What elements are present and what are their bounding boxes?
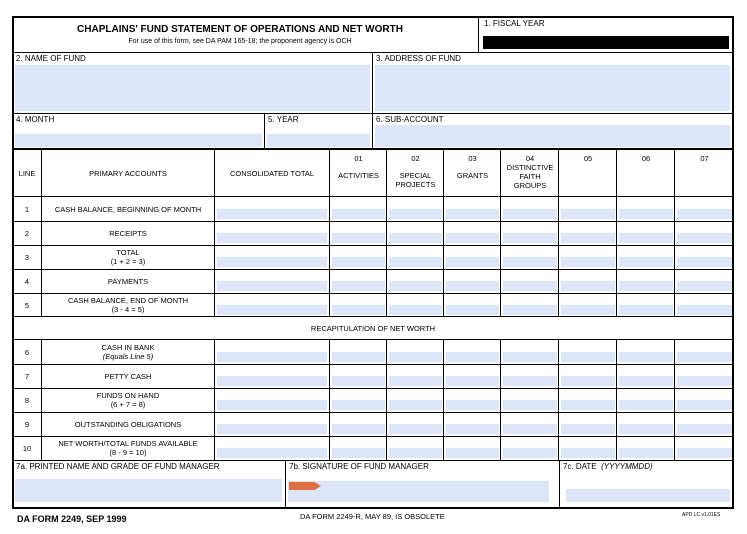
account-formula: (1 + 2 = 3) (110, 257, 146, 266)
row-line-number: 2 (24, 228, 30, 238)
col-header-01 (330, 150, 387, 196)
amount-input[interactable] (217, 281, 327, 291)
amount-input[interactable] (389, 233, 442, 243)
amount-input[interactable] (446, 209, 499, 219)
amount-input[interactable] (446, 257, 499, 267)
row-account-label (42, 340, 214, 364)
amount-input[interactable] (677, 209, 732, 219)
col-number: 02 (411, 154, 420, 163)
row-line-number: 1 (24, 204, 30, 214)
col-header-line: LINE (18, 168, 36, 178)
amount-input[interactable] (217, 305, 327, 315)
amount-input[interactable] (677, 305, 732, 315)
row-account-label (42, 293, 214, 317)
divider (12, 364, 734, 365)
account-name: PAYMENTS (107, 276, 149, 286)
amount-input[interactable] (446, 376, 499, 386)
amount-input[interactable] (217, 209, 327, 219)
row-account-label (42, 245, 214, 269)
amount-input[interactable] (332, 209, 385, 219)
divider (41, 149, 42, 316)
divider (12, 388, 734, 389)
divider (214, 339, 215, 460)
col-number: 03 (468, 154, 477, 163)
amount-input[interactable] (677, 424, 732, 434)
amount-input[interactable] (217, 400, 327, 410)
amount-input[interactable] (217, 424, 327, 434)
amount-input[interactable] (561, 281, 615, 291)
row-account-label (42, 221, 214, 245)
signature-field[interactable] (288, 481, 549, 502)
form-id: DA FORM 2249, SEP 1999 (17, 514, 127, 524)
fiscal-year-field[interactable] (483, 36, 729, 49)
col-header-06 (617, 150, 675, 196)
amount-input[interactable] (561, 257, 615, 267)
sub-account-label: 6. SUB-ACCOUNT (376, 115, 444, 124)
printed-name-field[interactable] (15, 479, 282, 502)
amount-input[interactable] (446, 400, 499, 410)
month-label: 4. MONTH (16, 115, 55, 124)
divider (500, 339, 501, 460)
amount-input[interactable] (217, 233, 327, 243)
amount-input[interactable] (217, 448, 327, 458)
divider (372, 52, 373, 149)
row-account-label (42, 197, 214, 221)
amount-input[interactable] (389, 352, 442, 362)
amount-input[interactable] (619, 209, 673, 219)
col-number: 07 (700, 154, 709, 163)
account-name: FUNDS ON HAND (96, 391, 160, 400)
divider (443, 339, 444, 460)
amount-input[interactable] (503, 352, 557, 362)
row-account-label (42, 436, 214, 460)
sub-account-field[interactable] (375, 125, 730, 147)
divider (12, 316, 734, 317)
amount-input[interactable] (619, 352, 673, 362)
account-name: RECEIPTS (109, 228, 147, 238)
address-of-fund-label: 3. ADDRESS OF FUND (376, 54, 461, 63)
amount-input[interactable] (446, 281, 499, 291)
divider (386, 149, 387, 316)
col-header-consolidated: CONSOLIDATED TOTAL (229, 168, 315, 178)
divider (558, 149, 559, 316)
amount-input[interactable] (677, 257, 732, 267)
divider (478, 16, 479, 52)
amount-input[interactable] (677, 233, 732, 243)
fiscal-year-label: 1. FISCAL YEAR (484, 19, 545, 28)
row-line-number: 7 (24, 371, 30, 381)
divider (12, 293, 734, 294)
amount-input[interactable] (217, 257, 327, 267)
amount-input[interactable] (389, 209, 442, 219)
account-formula: (8 - 9 = 10) (109, 448, 147, 457)
divider (674, 339, 675, 460)
row-account-label (42, 388, 214, 412)
divider (12, 245, 734, 246)
amount-input[interactable] (217, 376, 327, 386)
amount-input[interactable] (503, 424, 557, 434)
amount-input[interactable] (619, 424, 673, 434)
amount-input[interactable] (503, 233, 557, 243)
col-name: DISTINCTIVE FAITH GROUPS (506, 163, 554, 190)
divider (616, 339, 617, 460)
row-account-label (42, 364, 214, 388)
divider (616, 149, 617, 316)
amount-input[interactable] (677, 400, 732, 410)
account-name: CASH IN BANK (101, 343, 155, 352)
amount-input[interactable] (389, 424, 442, 434)
col-number: 04 (525, 154, 535, 163)
amount-input[interactable] (619, 281, 673, 291)
divider (12, 221, 734, 222)
col-name: SPECIAL PROJECTS (395, 171, 436, 189)
amount-input[interactable] (446, 448, 499, 458)
amount-input[interactable] (332, 424, 385, 434)
divider (12, 113, 734, 114)
name-of-fund-field[interactable] (15, 65, 370, 111)
amount-input[interactable] (503, 448, 557, 458)
address-of-fund-field[interactable] (375, 65, 730, 111)
row-line-number: 4 (24, 276, 30, 286)
col-header-primary: PRIMARY ACCOUNTS (89, 168, 167, 178)
amount-input[interactable] (332, 305, 385, 315)
name-of-fund-label: 2. NAME OF FUND (16, 54, 86, 63)
divider (443, 149, 444, 316)
divider (12, 436, 734, 437)
divider (41, 339, 42, 460)
account-name: OUTSTANDING OBLIGATIONS (74, 419, 182, 429)
amount-input[interactable] (619, 400, 673, 410)
amount-input[interactable] (619, 376, 673, 386)
amount-input[interactable] (561, 376, 615, 386)
amount-input[interactable] (503, 281, 557, 291)
row-account-label (42, 269, 214, 293)
divider (386, 339, 387, 460)
account-name: TOTAL (116, 248, 140, 257)
amount-input[interactable] (561, 424, 615, 434)
date-label: 7c. DATE (YYYYMMDD) (563, 462, 653, 471)
amount-input[interactable] (619, 233, 673, 243)
divider (329, 339, 330, 460)
form-title: CHAPLAINS' FUND STATEMENT OF OPERATIONS AND NET WORTH (77, 24, 403, 35)
divider (500, 149, 501, 316)
divider (285, 460, 286, 508)
amount-input[interactable] (446, 233, 499, 243)
year-field[interactable] (267, 134, 370, 147)
col-number: 05 (583, 154, 593, 163)
account-formula: (3 - 4 = 5) (111, 305, 145, 314)
divider (674, 149, 675, 316)
row-line-number: 6 (24, 347, 30, 357)
col-name: ACTIVITIES (338, 171, 379, 180)
divider (264, 113, 265, 149)
date-field[interactable] (566, 489, 730, 502)
amount-input[interactable] (561, 305, 615, 315)
col-number: 06 (641, 154, 651, 163)
amount-input[interactable] (332, 281, 385, 291)
account-name: PETTY CASH (104, 371, 152, 381)
amount-input[interactable] (561, 233, 615, 243)
account-name: NET WORTH/TOTAL FUNDS AVAILABLE (58, 439, 198, 448)
divider (559, 460, 560, 508)
divider (12, 269, 734, 270)
amount-input[interactable] (619, 257, 673, 267)
amount-input[interactable] (561, 448, 615, 458)
amount-input[interactable] (619, 448, 673, 458)
amount-input[interactable] (446, 305, 499, 315)
amount-input[interactable] (332, 257, 385, 267)
amount-input[interactable] (332, 448, 385, 458)
col-number: 01 (354, 154, 363, 163)
account-name: CASH BALANCE, END OF MONTH (67, 296, 188, 305)
account-formula: (6 + 7 = 8) (110, 400, 146, 409)
col-header-03 (444, 150, 501, 196)
form-subtitle: For use of this form, see DA PAM 165-18; the proponent agency is OCH (128, 38, 352, 45)
divider (329, 149, 330, 316)
row-account-label (42, 412, 214, 436)
amount-input[interactable] (677, 352, 732, 362)
amount-input[interactable] (677, 281, 732, 291)
month-field[interactable] (15, 134, 262, 147)
amount-input[interactable] (332, 233, 385, 243)
amount-input[interactable] (389, 281, 442, 291)
account-name: CASH BALANCE, BEGINNING OF MONTH (54, 204, 202, 214)
sign-here-tag-icon[interactable] (289, 482, 321, 490)
amount-input[interactable] (389, 448, 442, 458)
amount-input[interactable] (619, 305, 673, 315)
col-header-04 (501, 150, 559, 196)
amount-input[interactable] (332, 376, 385, 386)
amount-input[interactable] (389, 376, 442, 386)
row-line-number: 9 (24, 419, 30, 429)
amount-input[interactable] (389, 257, 442, 267)
amount-input[interactable] (503, 376, 557, 386)
row-line-number: 3 (24, 252, 30, 262)
divider (12, 460, 734, 461)
amount-input[interactable] (561, 352, 615, 362)
amount-input[interactable] (217, 352, 327, 362)
year-label: 5. YEAR (268, 115, 299, 124)
col-header-07 (675, 150, 734, 196)
amount-input[interactable] (503, 209, 557, 219)
row-line-number: 10 (22, 443, 32, 453)
amount-input[interactable] (503, 305, 557, 315)
amount-input[interactable] (561, 400, 615, 410)
amount-input[interactable] (677, 376, 732, 386)
amount-input[interactable] (389, 305, 442, 315)
amount-input[interactable] (503, 400, 557, 410)
col-header-05 (559, 150, 617, 196)
account-formula: (Equals Line 5) (102, 352, 154, 361)
amount-input[interactable] (446, 424, 499, 434)
amount-input[interactable] (677, 448, 732, 458)
col-header-02 (387, 150, 444, 196)
amount-input[interactable] (503, 257, 557, 267)
version-label: APD LC v1.01ES (682, 512, 721, 518)
amount-input[interactable] (389, 400, 442, 410)
date-format-hint: (YYYYMMDD) (601, 462, 653, 471)
signature-label: 7b. SIGNATURE OF FUND MANAGER (289, 462, 429, 471)
row-line-number: 8 (24, 395, 30, 405)
divider (558, 339, 559, 460)
divider (12, 412, 734, 413)
obsolete-notice: DA FORM 2249-R, MAY 89, IS OBSOLETE (300, 512, 445, 521)
recap-heading: RECAPITULATION OF NET WORTH (310, 323, 436, 333)
divider (12, 52, 734, 53)
divider (214, 149, 215, 316)
row-line-number: 5 (24, 300, 30, 310)
amount-input[interactable] (446, 352, 499, 362)
printed-name-label: 7a. PRINTED NAME AND GRADE OF FUND MANAGER (16, 462, 220, 471)
col-name: GRANTS (456, 171, 489, 180)
amount-input[interactable] (561, 209, 615, 219)
amount-input[interactable] (332, 352, 385, 362)
amount-input[interactable] (332, 400, 385, 410)
